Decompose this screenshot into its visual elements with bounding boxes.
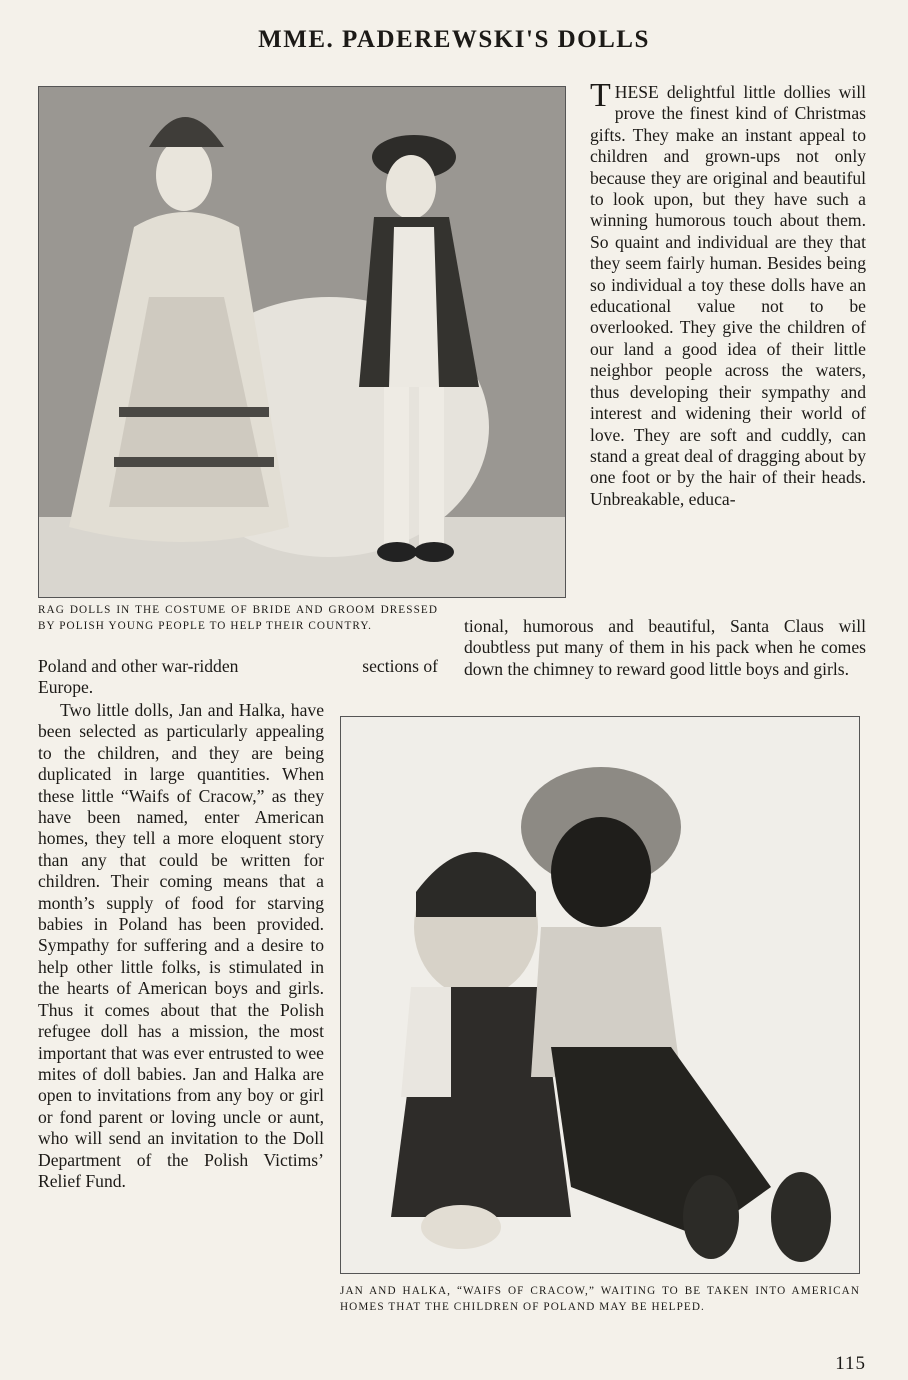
bride-groom-dolls-photo — [38, 86, 566, 598]
right-paragraph-continuation: tional, humorous and beautiful, Santa Claus will doubtless put many of them in his pack when he comes down the chimney to reward good little boys and girls. — [464, 616, 866, 679]
jan-halka-dolls-photo — [340, 716, 860, 1274]
right-paragraph — [590, 77, 866, 510]
left-paragraph-1-part-c: Europe. — [38, 677, 94, 698]
left-paragraph-1-part-a: Poland and other war-ridden — [38, 656, 239, 676]
left-paragraph-1 — [38, 656, 438, 699]
page-title: MME. PADEREWSKI'S DOLLS — [258, 26, 650, 53]
right-paragraph-body: HESE delightful little dollies will prove the finest kind of Christmas gifts. They make an instant appeal to children and grown-ups not only because they are original and beautiful to look upon, but they have such a winning humorous touch about them. So quaint and individual are they that they seem fairly human. Besides being so individual a toy these dolls have an educational value not to be overlooked. They give the children of our land a good idea of their little neighbor people across the waters, thus developing their sympathy and interest and widening their world of love. They are soft and cuddly, can stand a great deal of dragging about by one foot or by the hair of their heads. Unbreakable, educa- — [590, 82, 866, 509]
left-paragraph-1-part-b: sections of — [362, 656, 438, 676]
jan-halka-dolls-illustration — [341, 717, 859, 1273]
figure2-caption: JAN AND HALKA, “WAIFS OF CRACOW,” WAITING TO BE TAKEN INTO AMERICAN HOMES THAT THE CHILDREN OF POLAND MAY BE HELPED. — [340, 1285, 860, 1313]
page-number: 115 — [835, 1353, 866, 1374]
figure1-caption: RAG DOLLS IN THE COSTUME OF BRIDE AND GROOM DRESSED BY POLISH YOUNG PEOPLE TO HELP THEIR COUNTRY. — [38, 604, 438, 632]
bride-groom-dolls-illustration — [39, 87, 565, 597]
left-paragraph-2: Two little dolls, Jan and Halka, have been selected as particularly appealing to the children, and they are being duplicated in large quantities. When these little “Waifs of Cracow,” as they have been named, enter American homes, they tell a more eloquent story than any that could be written for children. Their coming means that a month’s supply of food for starving babies in Poland has been provided. Sympathy for suffering and a desire to help other little folks, is stimulated in the hearts of American boys and girls. Thus it comes about that the Polish refugee doll has a mission, the most important that was ever entrusted to wee mites of doll babies. Jan and Halka are open to invitations from any boy or girl or fond parent or loving uncle or aunt, who will send an invitation to the Doll Department of the Polish Victims’ Relief Fund. — [38, 700, 324, 1191]
right-column-text — [590, 77, 866, 510]
drop-cap: T — [590, 77, 611, 114]
